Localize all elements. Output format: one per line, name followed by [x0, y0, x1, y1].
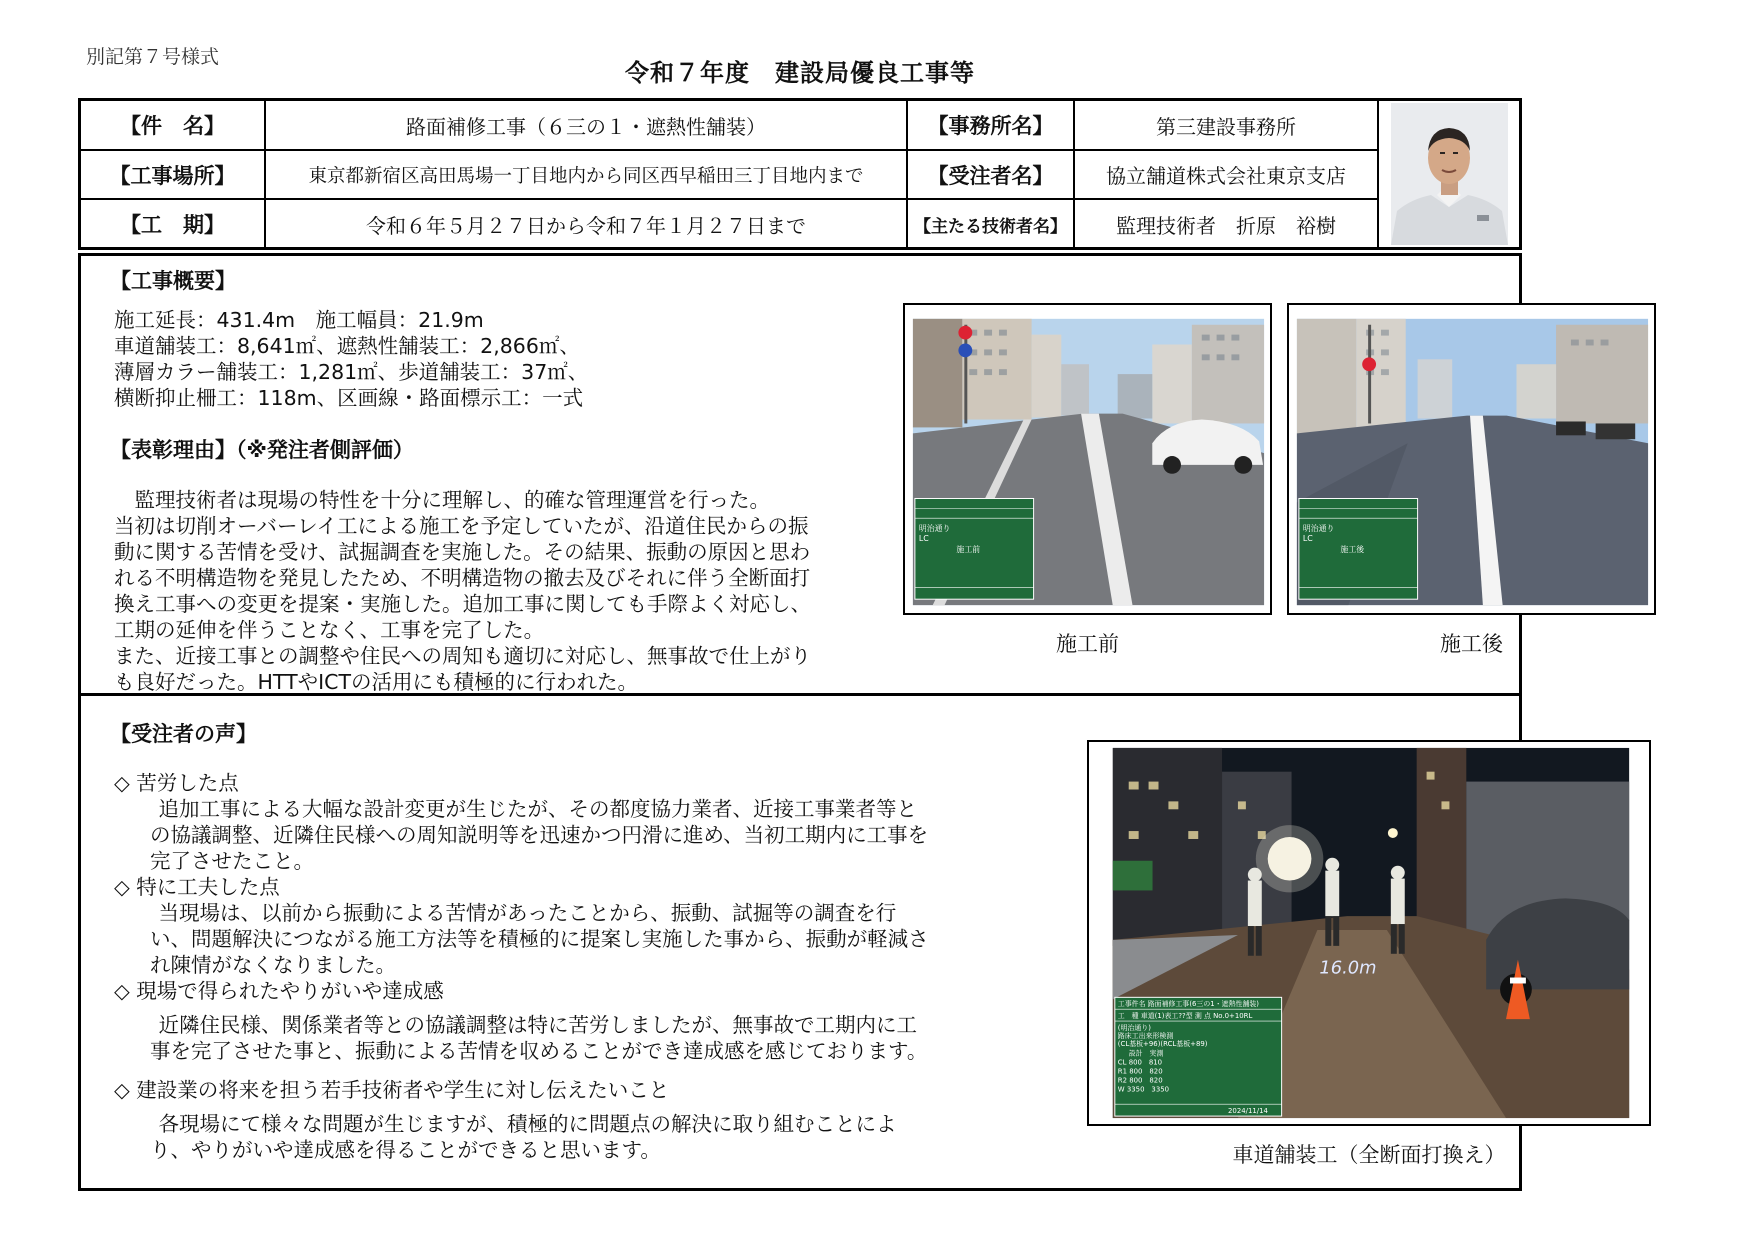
period-label: 【工 期】 [120, 213, 225, 237]
award-line: れる不明構造物を発見したため、不明構造物の撤去及びそれに伴う全断面打 [114, 566, 811, 590]
after-board-line2: LC [1302, 533, 1313, 543]
document-title: 令和７年度 建設局優良工事等 [625, 59, 975, 87]
photo-before-construction [903, 303, 1272, 615]
before-board-line1: 明治通り [918, 524, 951, 534]
voice-item-title: ◇ 苦労した点 [114, 771, 239, 795]
photo-night-roadwork [1087, 740, 1651, 1126]
night-board-row9: R2 800 820 [1117, 1076, 1163, 1085]
voice-item-title: ◇ 現場で得られたやりがいや達成感 [114, 979, 444, 1003]
night-board-row6: 設計 実測 [1128, 1049, 1164, 1058]
project-name: 路面補修工事（６三の１・遮熱性舗装） [406, 114, 766, 139]
form-number: 別記第７号様式 [86, 46, 220, 68]
before-caption: 施工前 [1056, 632, 1119, 656]
overview-line: 薄層カラー舗装工：1,281㎡、歩道舗装工：37㎡、 [114, 360, 589, 384]
after-board-line1: 明治通り [1302, 524, 1335, 534]
award-reason-text [114, 487, 811, 695]
site-location: 東京都新宿区高田馬場一丁目地内から同区西早稲田三丁目地内まで [308, 165, 864, 187]
after-board-line3: 施工後 [1340, 544, 1365, 554]
night-board-row5: (CL基板+96)(RCL基板+89) [1117, 1039, 1208, 1048]
before-board-line3: 施工前 [956, 544, 981, 554]
night-board-date: 2024/11/14 [1228, 1107, 1268, 1116]
voice-line: 追加工事による大幅な設計変更が生じたが、その都度協力業者、近接工事業者等と [138, 797, 917, 821]
office-name: 第三建設事務所 [1156, 114, 1296, 139]
contractor-name: 協立舗道株式会社東京支店 [1106, 164, 1346, 188]
voice-item-ingenuity [114, 874, 929, 978]
voice-item-title: ◇ 特に工夫した点 [114, 875, 280, 899]
voice-line: 事を完了させた事と、振動による苦情を収めることができ達成感を感じております。 [150, 1039, 928, 1063]
overview-heading: 【工事概要】 [110, 269, 236, 293]
road-chalk-marking: 16.0m [1319, 957, 1377, 979]
voice-item-achievement [114, 978, 927, 1064]
overview-text [114, 307, 588, 411]
award-line: 監理技術者は現場の特性を十分に理解し、的確な管理運営を行った。 [114, 488, 770, 512]
night-board-row2: 工 種 車道(1)表工??型 測 点 No.0+10RL [1117, 1012, 1253, 1021]
overview-line: 施工延長：431.4m 施工幅員：21.9m [114, 308, 484, 332]
before-board-line2: LC [918, 533, 929, 543]
engineer-name: 監理技術者 折原 裕樹 [1116, 213, 1336, 238]
award-line: また、近接工事との調整や住民への周知も適切に対応し、無事故で仕上がり [114, 644, 811, 668]
voice-heading: 【受注者の声】 [110, 722, 257, 746]
award-line: も良好だった。HTTやICTの活用にも積極的に行われた。 [114, 670, 638, 694]
night-board-row8: R1 800 820 [1117, 1067, 1163, 1076]
voice-item-message [114, 1077, 897, 1163]
voice-item-title: ◇ 建設業の将来を担う若手技術者や学生に対し伝えたいこと [114, 1078, 670, 1102]
project-name-label: 【件 名】 [120, 114, 225, 138]
night-board-row10: W 3350 3350 [1117, 1085, 1170, 1094]
night-board-row7: CL 800 810 [1117, 1058, 1163, 1067]
award-line: 動に関する苦情を受け、試掘調査を実施した。その結果、振動の原因と思わ [114, 540, 811, 564]
engineer-label: 【主たる技術者名】 [914, 216, 1067, 237]
header-table [78, 98, 1522, 250]
night-board-row3: (明治通り) [1117, 1023, 1151, 1032]
award-line: 当初は切削オーバーレイ工による施工を予定していたが、沿道住民からの振 [114, 514, 809, 538]
office-label: 【事務所名】 [927, 114, 1054, 138]
site-label: 【工事場所】 [109, 163, 236, 188]
voice-line: り、やりがいや達成感を得ることができると思います。 [150, 1138, 661, 1162]
voice-line: の協議調整、近隣住民様への周知説明等を迅速かつ円滑に進め、当初工期内に工事を [150, 823, 929, 847]
night-board-row4: 路床工出来形検測 [1117, 1031, 1174, 1040]
award-line: 換え工事への変更を提案・実施した。追加工事に関しても手際よく対応し、 [114, 592, 811, 616]
award-reason-heading: 【表彰理由】（※発注者側評価） [110, 438, 414, 462]
voice-line: い、問題解決につながる施工方法等を積極的に提案し実施した事から、振動が軽減さ [150, 927, 929, 951]
engineer-photo [1391, 103, 1508, 245]
award-line: 工期の延伸を伴うことなく、工事を完了した。 [114, 618, 545, 642]
overview-line: 横断抑止柵工：118m、区画線・路面標示工：一式 [114, 386, 584, 410]
night-board-title: 工事件名 路面補修工事(6三の1・遮熱性舗装) [1117, 1000, 1260, 1009]
after-caption: 施工後 [1440, 632, 1503, 656]
night-photo-caption: 車道舗装工（全断面打換え） [1232, 1143, 1506, 1167]
contractor-label: 【受注者名】 [927, 163, 1054, 188]
voice-line: 完了させたこと。 [150, 849, 314, 873]
construction-period: 令和６年５月２７日から令和７年１月２７日まで [366, 213, 806, 238]
overview-line: 車道舗装工：8,641㎡、遮熱性舗装工：2,866㎡、 [114, 334, 580, 358]
voice-item-hardship [114, 770, 928, 874]
voice-line: 当現場は、以前から振動による苦情があったことから、振動、試掘等の調査を行 [138, 901, 897, 925]
voice-line: 近隣住民様、関係業者等との協議調整は特に苦労しましたが、無事故で工期内に工 [138, 1013, 917, 1037]
voice-line: 各現場にて様々な問題が生じますが、積極的に問題点の解決に取り組むことによ [138, 1112, 897, 1136]
voice-line: れ陳情がなくなりました。 [150, 953, 396, 977]
photo-after-construction [1287, 303, 1656, 615]
